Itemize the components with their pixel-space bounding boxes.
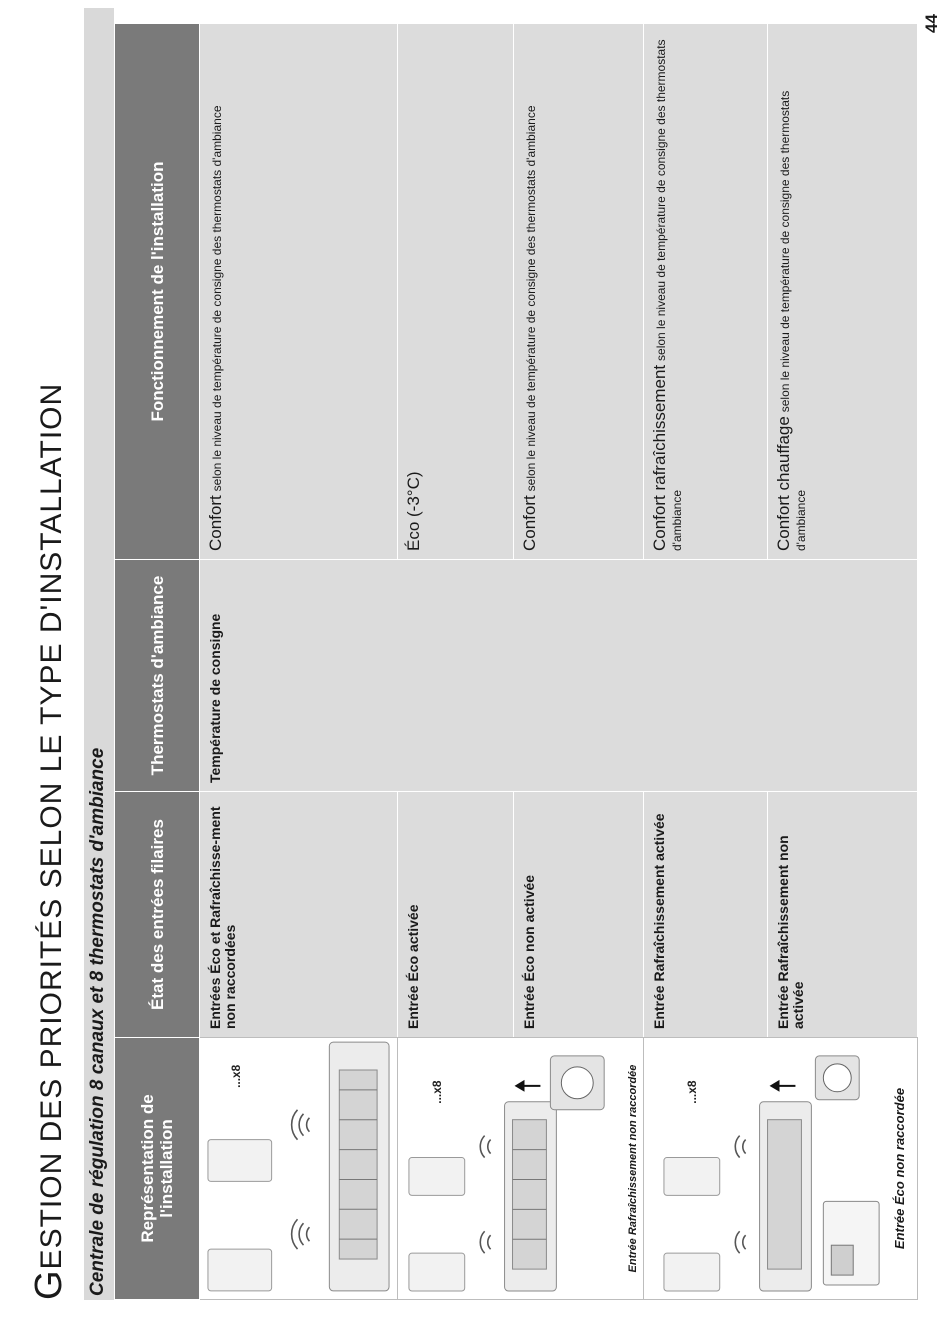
function-sub: selon le niveau de température de consigne des thermostats d'ambiance	[654, 39, 684, 551]
function-cell	[514, 24, 644, 560]
multiplier-label: ...x8	[429, 1080, 444, 1104]
caption-eco-group: Entrée Rafraîchissement non raccordée	[627, 1064, 639, 1273]
function-sub: selon le niveau de température de consigne des thermostats d'ambiance	[524, 105, 538, 492]
function-cell	[200, 24, 398, 560]
function-cell	[644, 24, 768, 560]
header-representation: Représentation de l'installation	[115, 1038, 200, 1300]
installation-eco-image	[398, 1038, 643, 1299]
subtitle-band	[84, 8, 114, 1300]
caption-cooling-group: Entrée Éco non raccordée	[892, 1087, 907, 1250]
state-cell: Entrées Éco et Rafraîchisse-ment non raccordées	[200, 792, 398, 1038]
section-subtitle: Centrale de régulation 8 canaux et 8 thermostats d'ambiance	[87, 747, 108, 1296]
function-cell	[398, 24, 514, 560]
table-header-row	[115, 24, 200, 1300]
function-main: Confort rafraîchissement	[650, 364, 669, 551]
function-sub: selon le niveau de température de consigne des thermostats d'ambiance	[210, 105, 224, 492]
function-cell	[768, 24, 918, 560]
multiplier-label: ...x8	[228, 1064, 243, 1088]
table-row	[200, 24, 398, 1300]
title-rest: ESTION DES PRIORITÉS SELON LE TYPE D'INSTALLATION	[35, 382, 68, 1270]
state-cell: Entrée Rafraîchissement activée	[644, 792, 768, 1038]
header-state: État des entrées filaires	[115, 792, 200, 1038]
illustration-eco	[398, 1038, 644, 1300]
state-cell: Entrée Éco activée	[398, 792, 514, 1038]
state-cell: Entrée Rafraîchissement non activée	[768, 792, 918, 1038]
illustration-cooling	[644, 1038, 918, 1300]
header-thermostats: Thermostats d'ambiance	[115, 560, 200, 792]
illustration-basic	[200, 1038, 398, 1300]
function-main: Éco (-3°C)	[404, 471, 423, 551]
function-main: Confort	[520, 495, 539, 551]
header-function: Fonctionnement de l'installation	[115, 24, 200, 560]
installation-basic-image	[200, 1038, 397, 1299]
function-sub: selon le niveau de température de consigne des thermostats d'ambiance	[778, 90, 808, 551]
function-main: Confort chauffage	[774, 416, 793, 551]
thermostats-cell: Température de consigne	[200, 560, 918, 792]
page-number: 44	[922, 14, 941, 34]
title-initial: G	[28, 1269, 70, 1300]
function-main: Confort	[206, 495, 225, 551]
state-cell: Entrée Éco non activée	[514, 792, 644, 1038]
installation-cooling-image	[644, 1038, 917, 1299]
multiplier-label: ...x8	[684, 1080, 699, 1104]
page-title	[28, 383, 71, 1300]
priority-table	[114, 23, 918, 1300]
